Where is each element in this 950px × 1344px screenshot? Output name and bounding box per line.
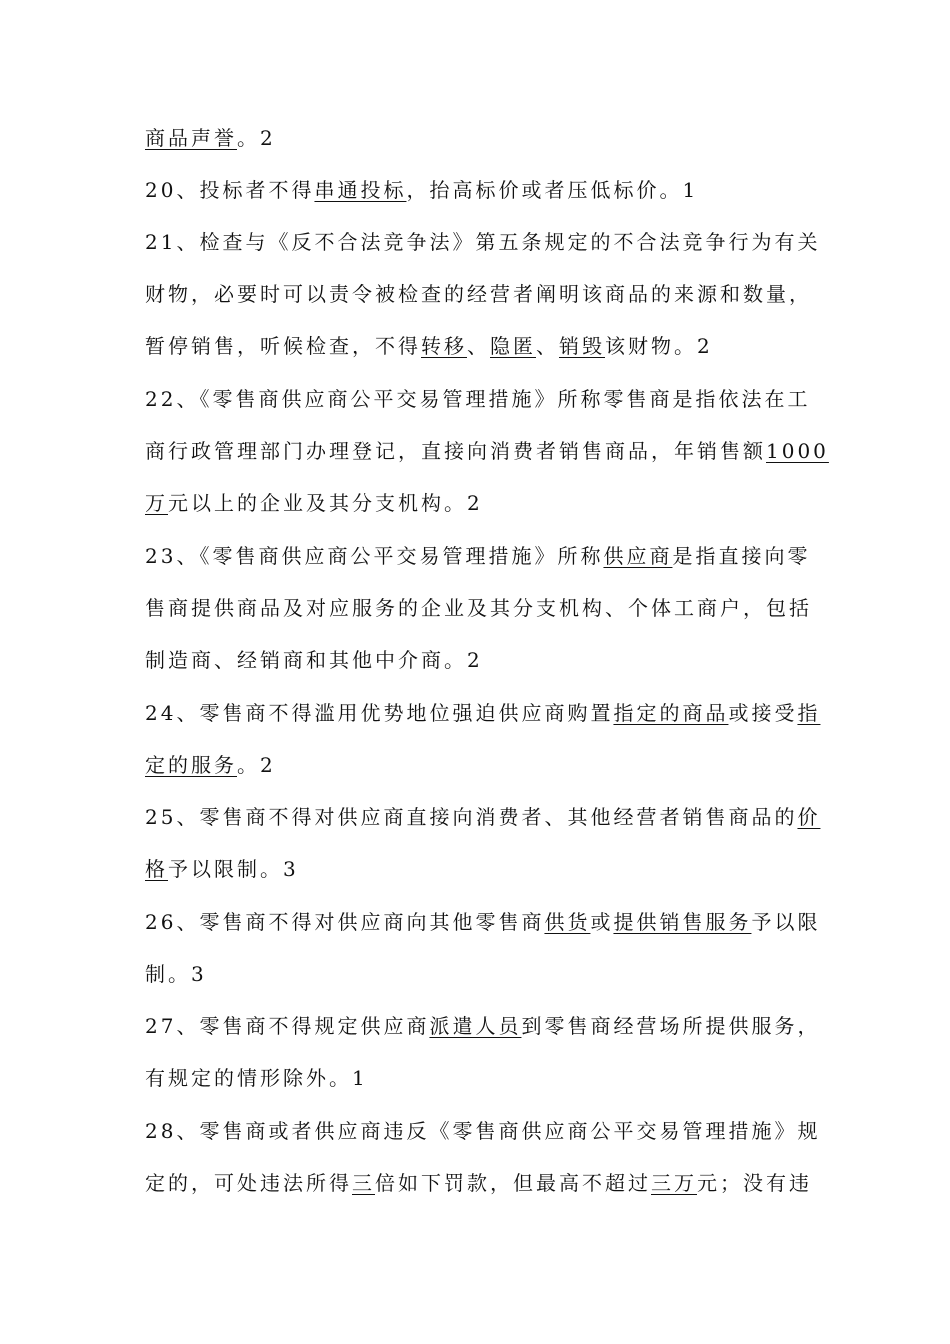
- text-segment: 售商提供商品及对应服务的企业及其分支机构、个体工商户，包括: [145, 596, 812, 620]
- text-segment: 21、检查与《反不合法竞争法》第五条规定的不合法竞争行为有关: [145, 230, 821, 254]
- underlined-answer: 指: [797, 701, 821, 725]
- text-segment: 制造商、经销商和其他中介商。2: [145, 648, 483, 672]
- text-segment: 予以限制。3: [168, 857, 299, 881]
- text-segment: 28、零售商或者供应商违反《零售商供应商公平交易管理措施》规: [145, 1119, 821, 1143]
- text-line: [145, 437, 829, 465]
- text-line: [145, 594, 815, 622]
- text-line: [145, 803, 821, 831]
- text-segment: 是指直接向零: [672, 544, 811, 568]
- text-segment: 23、《零售商供应商公平交易管理措施》所称: [145, 544, 604, 568]
- text-line: [145, 1012, 821, 1040]
- text-segment: 。2: [237, 126, 276, 150]
- text-line: [145, 699, 821, 727]
- text-line: [145, 908, 821, 936]
- text-segment: 定的，可处违法所得: [145, 1171, 352, 1195]
- underlined-answer: 万: [145, 491, 168, 515]
- text-line: [145, 280, 815, 308]
- text-line: [145, 228, 821, 256]
- text-line: [145, 1064, 815, 1092]
- text-line: [145, 176, 815, 204]
- underlined-answer: 派遣人员: [429, 1014, 522, 1038]
- text-segment: 24、零售商不得滥用优势地位强迫供应商购置: [145, 701, 614, 725]
- underlined-answer: 提供销售服务: [613, 910, 752, 934]
- text-segment: ，抬高标价或者压低标价。1: [406, 178, 699, 202]
- underlined-answer: 1000: [766, 439, 829, 463]
- text-segment: 。2: [237, 753, 276, 777]
- text-segment: 25、零售商不得对供应商直接向消费者、其他经营者销售商品的: [145, 805, 798, 829]
- underlined-answer: 指定的商品: [613, 701, 729, 725]
- text-segment: 予以限: [751, 910, 821, 934]
- text-line: [145, 1117, 821, 1145]
- text-segment: 商行政管理部门办理登记，直接向消费者销售商品，年销售额: [145, 439, 766, 463]
- text-segment: 20、投标者不得: [145, 178, 315, 202]
- text-line: [145, 855, 815, 883]
- text-segment: 制。3: [145, 962, 207, 986]
- text-segment: 该财物。2: [605, 334, 713, 358]
- text-line: [145, 751, 815, 779]
- text-line: [145, 960, 815, 988]
- text-line: [145, 489, 815, 517]
- underlined-answer: 定的服务: [145, 753, 237, 777]
- text-segment: 财物，必要时可以责令被检查的经营者阐明该商品的来源和数量，: [145, 282, 812, 306]
- text-segment: 到零售商经营场所提供服务，: [521, 1014, 821, 1038]
- text-segment: 26、零售商不得对供应商向其他零售商: [145, 910, 545, 934]
- text-line: [145, 332, 815, 360]
- text-line: [145, 1169, 815, 1197]
- underlined-answer: 格: [145, 857, 168, 881]
- text-line: [145, 646, 815, 674]
- underlined-answer: 三: [352, 1171, 375, 1195]
- text-segment: 或接受: [728, 701, 798, 725]
- underlined-answer: 串通投标: [314, 178, 407, 202]
- text-segment: 22、《零售商供应商公平交易管理措施》所称零售商是指依法在工: [145, 387, 811, 411]
- text-segment: 元；没有违: [697, 1171, 812, 1195]
- underlined-answer: 转移: [421, 334, 467, 358]
- underlined-answer: 价: [797, 805, 821, 829]
- text-line: [145, 124, 815, 152]
- text-segment: 、: [467, 334, 490, 358]
- underlined-answer: 销毁: [559, 334, 605, 358]
- underlined-answer: 商品声誉: [145, 126, 237, 150]
- text-line: [145, 542, 815, 570]
- underlined-answer: 隐匿: [490, 334, 536, 358]
- text-segment: 倍如下罚款，但最高不超过: [375, 1171, 651, 1195]
- underlined-answer: 供货: [544, 910, 591, 934]
- text-segment: 27、零售商不得规定供应商: [145, 1014, 430, 1038]
- text-line: [145, 385, 815, 413]
- text-segment: 或: [590, 910, 614, 934]
- underlined-answer: 供应商: [603, 544, 673, 568]
- text-segment: 有规定的情形除外。1: [145, 1066, 368, 1090]
- text-segment: 、: [536, 334, 559, 358]
- text-segment: 暂停销售，听候检查，不得: [145, 334, 421, 358]
- underlined-answer: 三万: [651, 1171, 697, 1195]
- text-segment: 元以上的企业及其分支机构。2: [168, 491, 483, 515]
